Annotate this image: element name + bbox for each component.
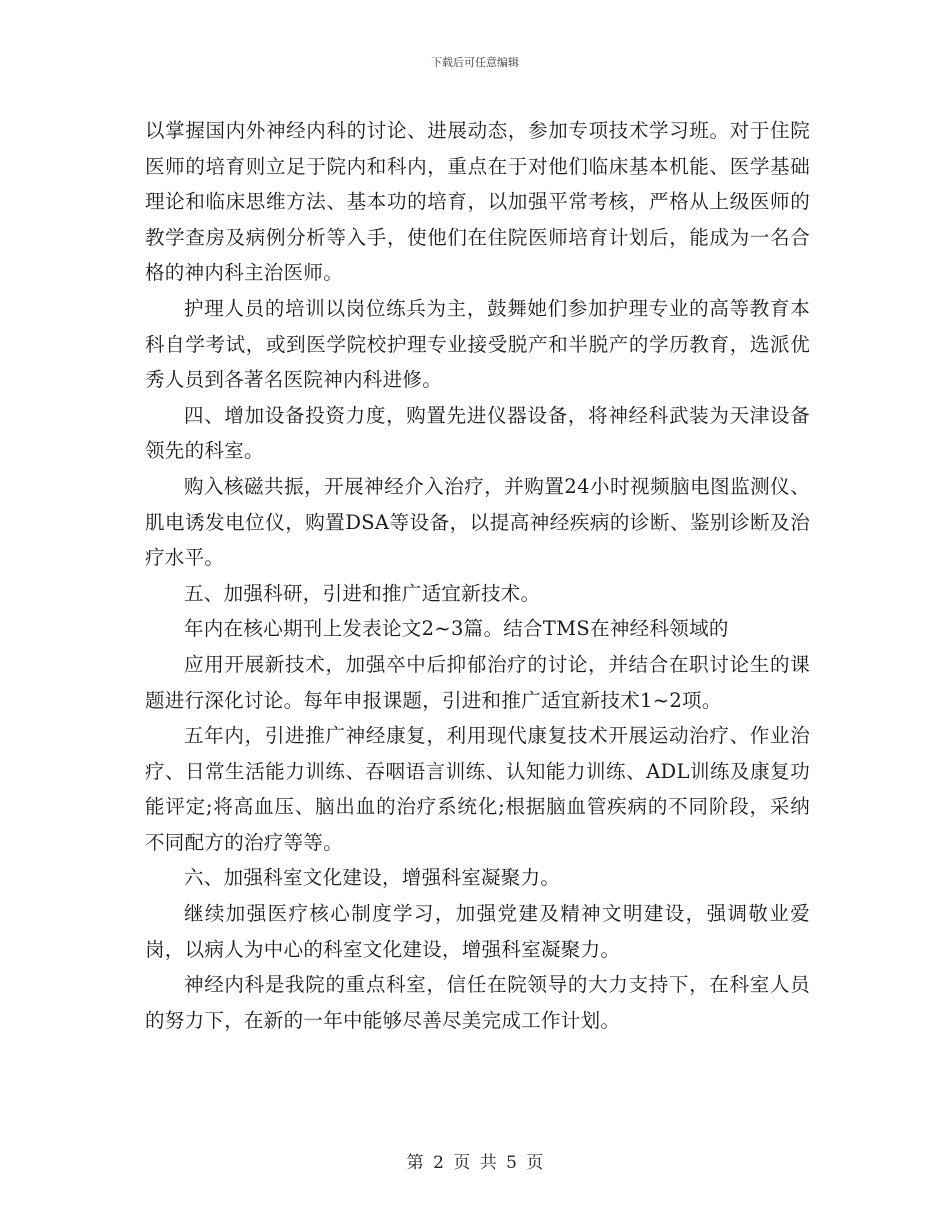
section-heading: 四、增加设备投资力度，购置先进仪器设备，将神经科武装为天津设备领先的科室。 xyxy=(145,403,810,463)
paragraph: 五年内，引进推广神经康复，利用现代康复技术开展运动治疗、作业治疗、日常生活能力训练、吞咽语言训练、认知能力训练、ADL训练及康复功能评定;将高血压、脑出血的治疗系统化;根据脑血管疾病的不同阶段，采纳不同配方的治疗等等。 xyxy=(145,724,810,854)
section-heading: 六、加强科室文化建设，增强科室凝聚力。 xyxy=(184,866,561,890)
page-number-footer: 第 2 页 共 5 页 xyxy=(406,1153,544,1173)
paragraph: 应用开展新技术，加强卒中后抑郁治疗的讨论，并结合在职讨论生的课题进行深化讨论。每年申报课题，引进和推广适宜新技术1~2项。 xyxy=(145,652,810,712)
paragraph: 神经内科是我院的重点科室，信任在院领导的大力支持下，在科室人员的努力下，在新的一年中能够尽善尽美完成工作计划。 xyxy=(145,973,810,1032)
paragraph: 护理人员的培训以岗位练兵为主，鼓舞她们参加护理专业的高等教育本科自学考试，或到医学院校护理专业接受脱产和半脱产的学历教育，选派优秀人员到各著名医院神内科进修。 xyxy=(145,296,810,392)
paragraph: 继续加强医疗核心制度学习，加强党建及精神文明建设，强调敬业爱岗，以病人为中心的科室文化建设，增强科室凝聚力。 xyxy=(145,902,810,961)
header-note: 下载后可任意编辑 xyxy=(431,56,519,69)
section-heading: 五、加强科研，引进和推广适宜新技术。 xyxy=(184,581,541,605)
paragraph: 以掌握国内外神经内科的讨论、进展动态，参加专项技术学习班。对于住院医师的培育则立足于院内和科内，重点在于对他们临床基本机能、医学基础理论和临床思维方法、基本功的培育，以加强平常考核，严格从上级医师的教学查房及病例分析等入手，使他们在住院医师培育计划后，能成为一名合格的神内科主治医师。 xyxy=(145,119,810,285)
paragraph: 年内在核心期刊上发表论文2~3篇。结合TMS在神经科领域的 xyxy=(184,617,729,641)
paragraph: 购入核磁共振，开展神经介入治疗，并购置24小时视频脑电图监测仪、肌电诱发电位仪，购置DSA等设备，以提高神经疾病的诊断、鉴别诊断及治疗水平。 xyxy=(145,474,810,570)
document-body xyxy=(145,113,810,1038)
